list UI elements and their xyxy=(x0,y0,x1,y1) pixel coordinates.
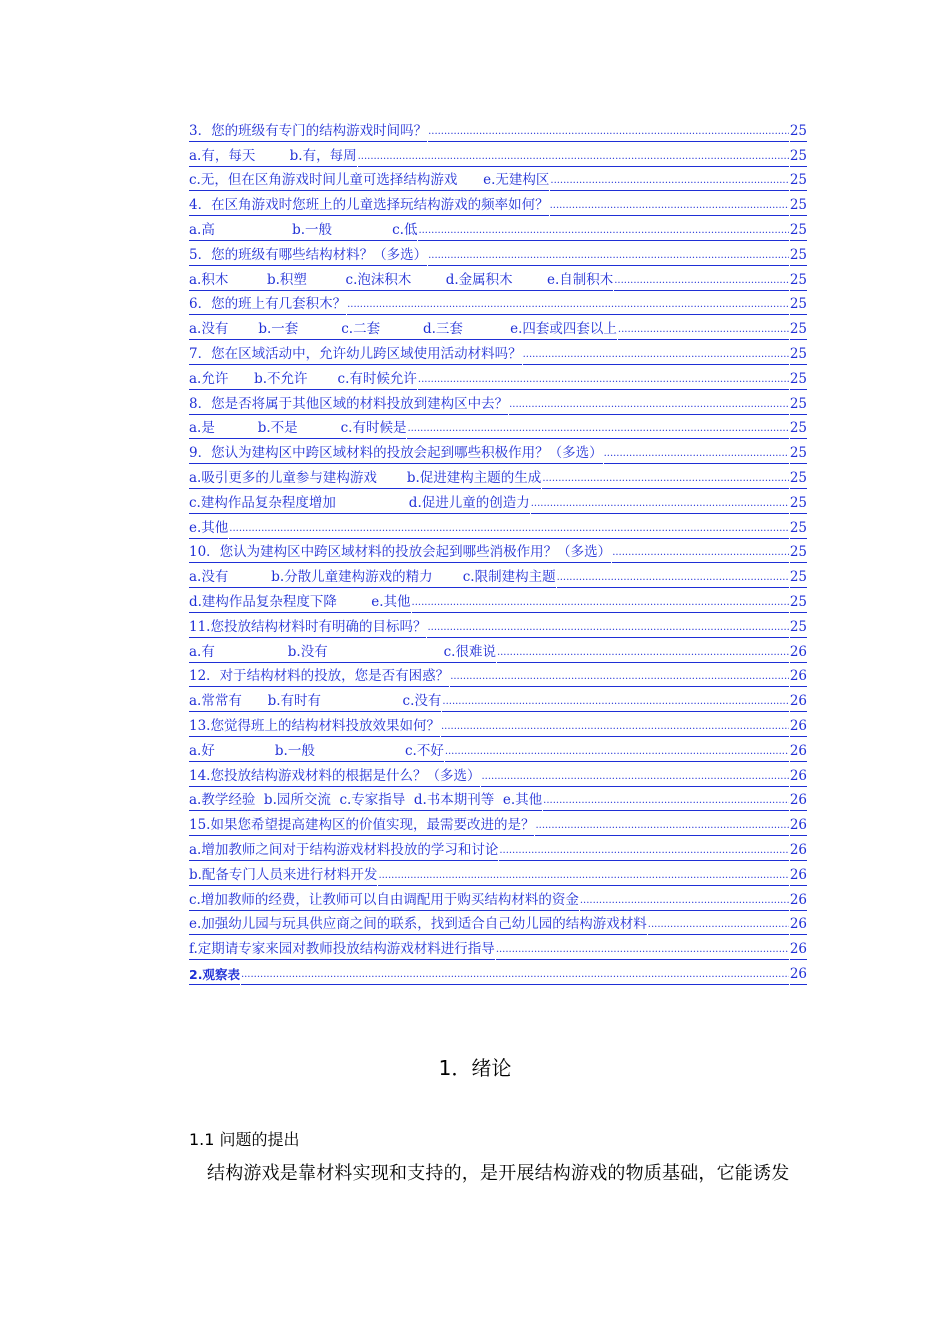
toc-entry-text: 9．您认为建构区中跨区域材料的投放会起到哪些积极作用？（多选） xyxy=(189,445,603,464)
toc-entry-text: f.定期请专家来园对教师投放结构游戏材料进行指导 xyxy=(189,941,495,960)
toc-dot-leader xyxy=(497,643,789,663)
toc-entry-text: c.建构作品复杂程度增加 d.促进儿童的创造力 xyxy=(189,495,530,514)
toc-entry[interactable] xyxy=(189,687,807,712)
toc-dot-leader xyxy=(241,965,789,985)
toc-entry-text: 4．在区角游戏时您班上的儿童选择玩结构游戏的频率如何？ xyxy=(189,197,549,216)
toc-dot-leader xyxy=(407,419,788,439)
toc-page-number: 26 xyxy=(790,644,807,663)
toc-entry-text: 12．对于结构材料的投放，您是否有困惑？ xyxy=(189,668,449,687)
toc-page-number: 25 xyxy=(790,346,807,365)
toc-page-number: 26 xyxy=(790,842,807,861)
toc-entry[interactable] xyxy=(189,960,807,985)
toc-entry-text: a.常常有 b.有时有 c.没有 xyxy=(189,693,441,712)
chapter-title: 1．绪论 xyxy=(438,1056,512,1080)
toc-entry-text: a.是 b.不是 c.有时候是 xyxy=(189,420,406,439)
toc-page-number: 26 xyxy=(790,916,807,935)
toc-dot-leader xyxy=(618,320,789,340)
toc-dot-leader xyxy=(450,667,789,687)
toc-entry[interactable] xyxy=(189,390,807,415)
toc-dot-leader xyxy=(509,395,789,415)
toc-dot-leader xyxy=(604,444,789,464)
toc-entry[interactable] xyxy=(189,464,807,489)
toc-entry[interactable] xyxy=(189,315,807,340)
toc-entry-text: a.允许 b.不允许 c.有时候允许 xyxy=(189,371,417,390)
toc-entry-text: 15.如果您希望提高建构区的价值实现，最需要改进的是？ xyxy=(189,817,534,836)
toc-page-number: 26 xyxy=(790,867,807,886)
toc-dot-leader xyxy=(229,519,789,539)
toc-dot-leader xyxy=(557,568,789,588)
toc-dot-leader xyxy=(442,692,788,712)
toc-entry[interactable] xyxy=(189,489,807,514)
toc-page-number: 25 xyxy=(790,420,807,439)
toc-entry[interactable] xyxy=(189,340,807,365)
toc-entry[interactable] xyxy=(189,365,807,390)
toc-entry-text: a.增加教师之间对于结构游戏材料投放的学习和讨论 xyxy=(189,842,498,861)
toc-entry[interactable] xyxy=(189,613,807,638)
toc-entry-text: e.其他 xyxy=(189,520,228,539)
toc-dot-leader xyxy=(523,345,789,365)
toc-entry-text: 14.您投放结构游戏材料的根据是什么？（多选） xyxy=(189,768,480,787)
toc-entry-text: c.增加教师的经费，让教师可以自由调配用于购买结构材料的资金 xyxy=(189,892,579,911)
section-heading: 1.1 问题的提出 xyxy=(189,1130,300,1149)
toc-dot-leader xyxy=(614,271,789,291)
toc-dot-leader xyxy=(418,370,789,390)
toc-page-number: 25 xyxy=(790,544,807,563)
toc-entry[interactable] xyxy=(189,911,807,936)
toc-entry-text: 10．您认为建构区中跨区域材料的投放会起到哪些消极作用？（多选） xyxy=(189,544,611,563)
toc-page-number: 25 xyxy=(790,619,807,638)
toc-page-number: 26 xyxy=(790,892,807,911)
toc-entry[interactable] xyxy=(189,861,807,886)
toc-entry[interactable] xyxy=(189,638,807,663)
toc-entry[interactable] xyxy=(189,539,807,564)
toc-page-number: 25 xyxy=(790,123,807,142)
toc-entry-text: e.加强幼儿园与玩具供应商之间的联系，找到适合自己幼儿园的结构游戏材料 xyxy=(189,916,647,935)
toc-dot-leader xyxy=(418,221,788,241)
toc-entry[interactable] xyxy=(189,167,807,192)
toc-dot-leader xyxy=(428,246,789,266)
toc-page-number: 25 xyxy=(790,371,807,390)
toc-page-number: 26 xyxy=(790,743,807,762)
toc-entry-text: 8．您是否将属于其他区域的材料投放到建构区中去？ xyxy=(189,396,508,415)
toc-entry-text: d.建构作品复杂程度下降 e.其他 xyxy=(189,594,411,613)
toc-entry-text: 11.您投放结构材料时有明确的目标吗？ xyxy=(189,619,426,638)
toc-entry-text: a.没有 b.一套 c.二套 d.三套 e.四套或四套以上 xyxy=(189,321,617,340)
toc-page-number: 25 xyxy=(790,569,807,588)
toc-dot-leader xyxy=(499,841,788,861)
toc-page-number: 26 xyxy=(790,966,807,985)
toc-entry[interactable] xyxy=(189,563,807,588)
toc-entry[interactable] xyxy=(189,241,807,266)
toc-page-number: 25 xyxy=(790,148,807,167)
toc-entry[interactable] xyxy=(189,588,807,613)
toc-entry-text: 5．您的班级有哪些结构材料？（多选） xyxy=(189,247,427,266)
toc-dot-leader xyxy=(496,940,789,960)
table-of-contents xyxy=(189,117,807,985)
toc-dot-leader xyxy=(428,122,789,142)
toc-page-number: 26 xyxy=(790,817,807,836)
toc-entry[interactable] xyxy=(189,935,807,960)
toc-entry[interactable] xyxy=(189,811,807,836)
toc-entry-text: a.高 b.一般 c.低 xyxy=(189,222,417,241)
toc-dot-leader xyxy=(441,717,789,737)
toc-dot-leader xyxy=(542,469,789,489)
toc-dot-leader xyxy=(543,791,789,811)
toc-dot-leader xyxy=(648,915,789,935)
body-paragraph: 结构游戏是靠材料实现和支持的，是开展结构游戏的物质基础，它能诱发 xyxy=(207,1163,790,1184)
toc-page-number: 26 xyxy=(790,792,807,811)
toc-page-number: 25 xyxy=(790,470,807,489)
toc-entry[interactable] xyxy=(189,266,807,291)
toc-entry[interactable] xyxy=(189,216,807,241)
toc-entry[interactable] xyxy=(189,663,807,688)
toc-entry[interactable] xyxy=(189,886,807,911)
toc-entry-text: 13.您觉得班上的结构材料投放效果如何？ xyxy=(189,718,440,737)
toc-dot-leader xyxy=(445,742,789,762)
toc-entry-text: 6．您的班上有几套积木？ xyxy=(189,296,346,315)
toc-dot-leader xyxy=(378,866,788,886)
toc-page-number: 26 xyxy=(790,718,807,737)
toc-entry[interactable] xyxy=(189,117,807,142)
toc-page-number: 25 xyxy=(790,520,807,539)
toc-entry[interactable] xyxy=(189,191,807,216)
toc-page-number: 25 xyxy=(790,321,807,340)
toc-entry-text: a.没有 b.分散儿童建构游戏的精力 c.限制建构主题 xyxy=(189,569,556,588)
toc-entry[interactable] xyxy=(189,787,807,812)
toc-entry-text: c.无，但在区角游戏时间儿童可选择结构游戏 e.无建构区 xyxy=(189,172,549,191)
toc-entry[interactable] xyxy=(189,142,807,167)
toc-dot-leader xyxy=(612,543,789,563)
toc-dot-leader xyxy=(550,171,788,191)
toc-entry[interactable] xyxy=(189,415,807,440)
toc-entry[interactable] xyxy=(189,712,807,737)
toc-entry[interactable] xyxy=(189,514,807,539)
toc-dot-leader xyxy=(412,593,789,613)
toc-page-number: 25 xyxy=(790,396,807,415)
toc-dot-leader xyxy=(580,891,789,911)
toc-dot-leader xyxy=(550,196,789,216)
toc-dot-leader xyxy=(358,147,789,167)
toc-entry-text: a.教学经验 b.园所交流 c.专家指导 d.书本期刊等 e.其他 xyxy=(189,792,542,811)
toc-entry-text: a.有 b.没有 c.很难说 xyxy=(189,644,496,663)
toc-entry[interactable] xyxy=(189,762,807,787)
toc-dot-leader xyxy=(535,816,788,836)
toc-page-number: 25 xyxy=(790,197,807,216)
toc-dot-leader xyxy=(531,494,789,514)
toc-page-number: 25 xyxy=(790,495,807,514)
toc-entry-text: 7．您在区域活动中，允许幼儿跨区域使用活动材料吗？ xyxy=(189,346,522,365)
toc-page-number: 26 xyxy=(790,768,807,787)
toc-page-number: 25 xyxy=(790,222,807,241)
toc-page-number: 26 xyxy=(790,941,807,960)
toc-entry-text: a.有，每天 b.有，每周 xyxy=(189,148,357,167)
toc-dot-leader xyxy=(427,618,788,638)
toc-dot-leader xyxy=(481,767,788,787)
toc-page-number: 25 xyxy=(790,272,807,291)
toc-page-number: 25 xyxy=(790,594,807,613)
toc-page-number: 26 xyxy=(790,693,807,712)
toc-page-number: 25 xyxy=(790,296,807,315)
toc-entry[interactable] xyxy=(189,836,807,861)
toc-entry-text: a.吸引更多的儿童参与建构游戏 b.促进建构主题的生成 xyxy=(189,470,541,489)
toc-page-number: 25 xyxy=(790,172,807,191)
toc-entry-text: 2.观察表 xyxy=(189,966,240,985)
toc-entry[interactable] xyxy=(189,737,807,762)
toc-dot-leader xyxy=(347,295,789,315)
toc-page-number: 25 xyxy=(790,247,807,266)
toc-entry[interactable] xyxy=(189,439,807,464)
toc-entry-text: 3．您的班级有专门的结构游戏时间吗？ xyxy=(189,123,427,142)
toc-entry-text: a.好 b.一般 c.不好 xyxy=(189,743,444,762)
toc-entry-text: a.积木 b.积塑 c.泡沫积木 d.金属积木 e.自制积木 xyxy=(189,272,613,291)
toc-entry-text: b.配备专门人员来进行材料开发 xyxy=(189,867,377,886)
toc-page-number: 26 xyxy=(790,668,807,687)
toc-page-number: 25 xyxy=(790,445,807,464)
toc-entry[interactable] xyxy=(189,291,807,316)
